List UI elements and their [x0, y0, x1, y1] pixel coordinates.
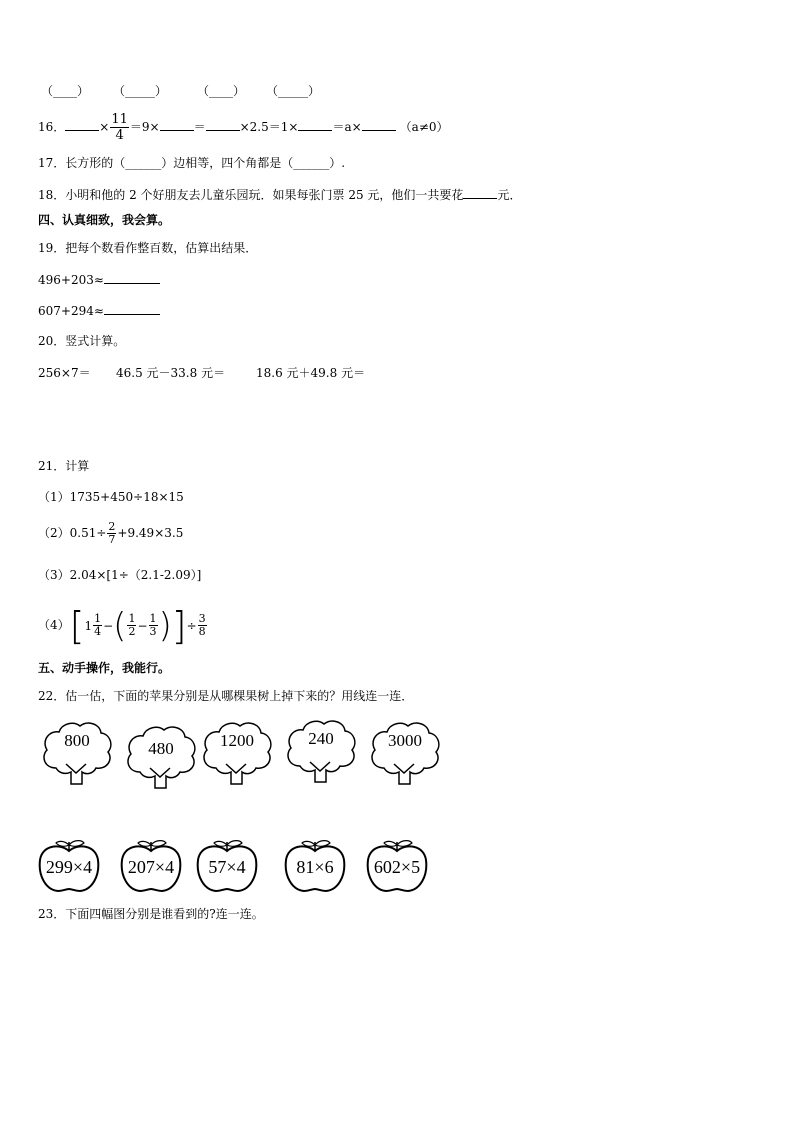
tree-icon	[198, 718, 276, 796]
q19-answer-blank-1	[104, 271, 160, 284]
tree-icon	[366, 718, 444, 796]
q21-p2-label: （2）0.51÷	[38, 526, 107, 540]
q16-eqa: ＝a×	[332, 120, 362, 134]
left-paren-icon: (	[113, 605, 127, 646]
q19-answer-blank-2	[104, 302, 160, 315]
apple-2	[118, 838, 184, 894]
q16-blank-5	[362, 118, 396, 131]
tree-value: 800	[64, 731, 90, 750]
q18-unit: 元．	[497, 188, 522, 202]
q21-p4-divide: ÷	[186, 618, 197, 633]
apple-value: 81×6	[296, 857, 334, 877]
q19-item-1	[38, 271, 160, 288]
tree-2	[122, 722, 200, 800]
q21-p2-tail: +9.49×3.5	[117, 526, 184, 540]
q21-p4-num-3: 1	[149, 612, 157, 625]
q16-blank-2	[160, 118, 194, 131]
q21-part-4	[38, 604, 208, 647]
q23-title: 23．下面四幅图分别是谁看到的?连一连。	[38, 907, 264, 921]
q21-p4-minus: −	[103, 618, 114, 633]
q21-p4-minus-2: −	[137, 618, 148, 633]
q21-p4-den-4: 8	[198, 625, 206, 638]
left-square-bracket-icon: [	[69, 603, 85, 648]
q19-item-2	[38, 302, 160, 319]
apple-3	[194, 838, 260, 894]
apple-value: 207×4	[127, 857, 175, 877]
question-17: 17．长方形的（______）边相等，四个角都是（______）.	[38, 156, 346, 170]
q16-frac-denominator: 4	[115, 128, 124, 143]
q21-p4-frac-1	[93, 613, 102, 638]
right-square-bracket-icon: ]	[171, 603, 187, 648]
q18-blank	[463, 186, 497, 199]
q16-fraction	[110, 112, 129, 143]
q21-p4-den-2: 2	[128, 625, 136, 638]
q21-p4-den-3: 3	[149, 625, 157, 638]
q21-p4-expression	[70, 605, 208, 647]
tree-3	[198, 718, 276, 796]
tree-value: 480	[148, 739, 174, 758]
tree-icon	[38, 718, 116, 796]
q19-title: 19．把每个数看作整百数，估算出结果．	[38, 241, 258, 255]
q20-title: 20．竖式计算。	[38, 334, 126, 348]
q16-frac-numerator: 11	[111, 112, 128, 127]
q22-title: 22．估一估，下面的苹果分别是从哪棵果树上掉下来的？用线连一连．	[38, 689, 414, 703]
q16-eq1: ＝9×	[129, 120, 160, 134]
question-16	[38, 111, 449, 143]
q21-p4-num-4: 3	[198, 612, 206, 625]
q21-p2-num: 2	[108, 520, 116, 533]
tree-1	[38, 718, 116, 796]
q16-blank-1	[65, 118, 99, 131]
q16-eq2: ＝	[193, 120, 206, 134]
q16-number: 16．	[38, 120, 66, 134]
q21-p4-frac-4	[198, 613, 207, 638]
q15-blank-1: （____）	[41, 84, 90, 98]
q18-text: 18．小明和他的 2 个好朋友去儿童乐园玩．如果每张门票 25 元，他们一共要花	[38, 188, 464, 202]
q21-p4-label: （4）	[38, 618, 70, 632]
q21-p4-whole: 1	[84, 618, 93, 633]
q21-p2-fraction	[107, 521, 116, 546]
q20-item-1: 256×7＝	[38, 366, 91, 380]
q21-part-2	[38, 518, 183, 548]
section-4-heading: 四、认真细致，我会算。	[38, 213, 171, 227]
apple-5	[364, 838, 430, 894]
tree-value: 3000	[388, 731, 422, 750]
apple-4	[282, 838, 348, 894]
q21-p4-frac-3	[149, 613, 158, 638]
q16-blank-3	[206, 118, 240, 131]
q21-p4-num-1: 1	[94, 612, 102, 625]
apple-value: 602×5	[373, 857, 421, 877]
q21-p4-frac-2	[127, 613, 136, 638]
q19-expr-2: 607+294≈	[38, 304, 104, 318]
q16-condition: （a≠0）	[399, 120, 449, 134]
q20-item-3: 18.6 元＋49.8 元＝	[256, 366, 366, 380]
tree-4	[282, 716, 360, 794]
q16-times25: ×2.5＝1×	[239, 120, 299, 134]
q15-blank-4: （_____）	[266, 84, 321, 98]
q21-p2-den: 7	[108, 533, 116, 546]
q21-p4-den-1: 4	[94, 625, 102, 638]
apple-1	[36, 838, 102, 894]
q21-p4-num-2: 1	[128, 612, 136, 625]
question-18	[38, 186, 521, 203]
tree-icon	[122, 722, 200, 800]
apple-value: 57×4	[208, 857, 246, 877]
tree-5	[366, 718, 444, 796]
apple-value: 299×4	[45, 857, 93, 877]
tree-icon	[282, 716, 360, 794]
q21-title: 21．计算	[38, 459, 90, 473]
tree-value: 240	[308, 729, 334, 748]
q21-part-3: （3）2.04×[1÷（2.1-2.09）]	[38, 568, 202, 582]
section-5-heading: 五、动手操作，我能行。	[38, 661, 171, 675]
q21-part-1: （1）1735+450÷18×15	[38, 490, 184, 504]
q15-blank-3: （____）	[197, 84, 246, 98]
q16-blank-4	[298, 118, 332, 131]
q20-item-2: 46.5 元－33.8 元＝	[116, 366, 226, 380]
q16-times: ×	[99, 120, 110, 134]
q19-expr-1: 496+203≈	[38, 273, 104, 287]
q15-blank-2: （_____）	[113, 84, 168, 98]
right-paren-icon: )	[158, 605, 172, 646]
tree-value: 1200	[220, 731, 254, 750]
